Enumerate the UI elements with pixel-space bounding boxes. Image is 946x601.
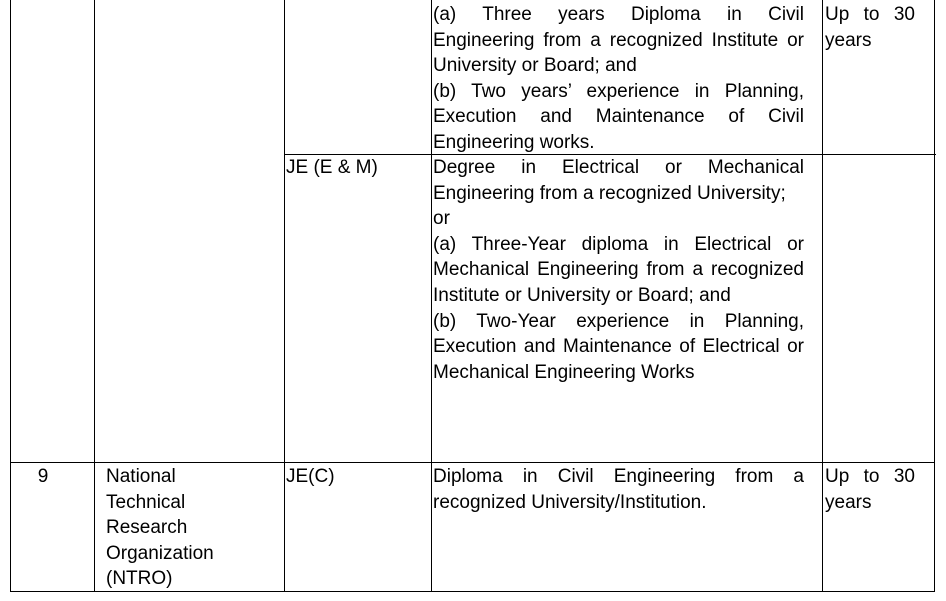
row2-qualification-degree: Degree in Electrical or Mechanical Engineering from a recognized University; [433, 157, 804, 204]
row3-post: JE(C) [286, 466, 335, 487]
row2-qualification [433, 155, 804, 385]
col-border-right [934, 0, 935, 592]
row3-sl-no: 9 [37, 466, 49, 487]
row2-qualification-a: (a) Three-Year diploma in Electrical or Mechanical Engineering from a recognized Institute or University or Board; and [433, 233, 804, 306]
row2-qualification-or: or [433, 208, 450, 230]
row1-qualification-b: (b) Two years’ experience in Planning, Execution and Maintenance of Civil Engineering works. [433, 80, 804, 153]
row3-qualification-text: Diploma in Civil Engineering from a recognized University/Institution. [433, 466, 804, 513]
row1-age-limit: Up to 30 years [825, 4, 915, 51]
row3-organization: National Technical Research Organization (NTRO) [106, 466, 214, 590]
row3-age-limit: Up to 30 years [825, 466, 915, 513]
row2-post: JE (E & M) [286, 157, 378, 178]
row2-qualification-b: (b) Two-Year experience in Planning, Execution and Maintenance of Electrical or Mechanical Engineering Works [433, 310, 804, 383]
col-border-2 [284, 0, 285, 592]
row1-qualification [433, 2, 804, 156]
row-border-2 [10, 462, 935, 463]
row3-qualification [433, 464, 804, 515]
row1-qualification-a: (a) Three years Diploma in Civil Engineering from a recognized Institute or University or Board; and [433, 4, 804, 77]
col-border-4 [822, 0, 823, 592]
col-border-left [10, 0, 11, 592]
col-border-3 [431, 0, 432, 592]
col-border-1 [94, 0, 95, 592]
